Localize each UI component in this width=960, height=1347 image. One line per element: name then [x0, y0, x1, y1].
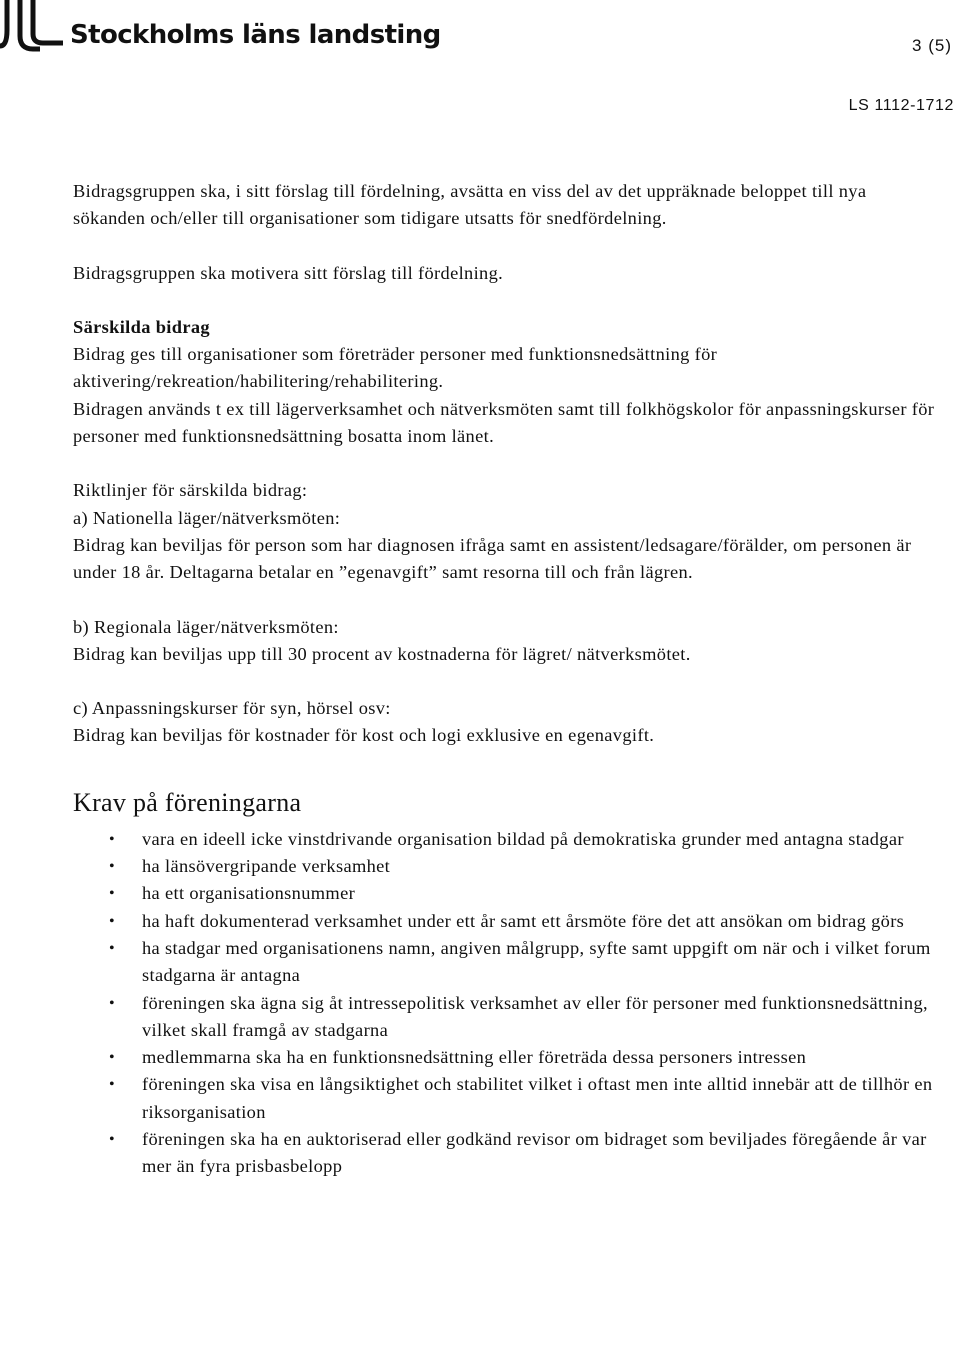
- guideline-c-text: Bidrag kan beviljas för kostnader för kost och logi exklusive en egenavgift.: [73, 725, 655, 746]
- bullet-icon: •: [109, 858, 115, 876]
- requirement-item: • medlemmarna ska ha en funktionsnedsättning eller företräda dessa personers intressen: [73, 1044, 943, 1071]
- logo-text: Stockholms läns landsting: [70, 20, 441, 50]
- page-header: [0, 0, 960, 114]
- requirement-item: • föreningen ska ägna sig åt intressepolitisk verksamhet av eller för personer med funktionsnedsättning, vilket skall framgå av stadgarna: [73, 990, 943, 1045]
- sll-logo: [0, 0, 440, 60]
- requirement-item: • ha haft dokumenterad verksamhet under ett år samt ett årsmöte före det att ansökan om bidrag görs: [73, 908, 943, 935]
- sll-logo-mark-icon: [0, 0, 66, 56]
- guideline-b-title: b) Regionala läger/nätverksmöten:: [73, 616, 339, 637]
- bullet-icon: •: [109, 994, 115, 1012]
- requirements-heading: Krav på föreningarna: [73, 787, 302, 817]
- bullet-icon: •: [109, 939, 115, 957]
- bullet-icon: •: [109, 1131, 115, 1149]
- bullet-icon: •: [109, 912, 115, 930]
- requirement-item: • ha ett organisationsnummer: [73, 880, 943, 907]
- guideline-a-title: a) Nationella läger/nätverksmöten:: [73, 507, 341, 528]
- requirement-item: • föreningen ska ha en auktoriserad eller godkänd revisor om bidraget som beviljades föregående år var mer än fyra prisbasbelopp: [73, 1126, 943, 1181]
- document-body: [73, 178, 943, 1181]
- bullet-icon: •: [109, 1076, 115, 1094]
- document-reference: LS 1112-1712: [848, 97, 954, 114]
- bullet-icon: •: [109, 885, 115, 903]
- bullet-icon: •: [109, 1049, 115, 1067]
- paragraph-grant-usage: Bidragen används t ex till lägerverksamhet och nätverksmöten samt till folkhögskolor för anpassningskurser för personer med funktionsnedsättning bosatta inom länet.: [73, 398, 935, 447]
- paragraph-motivation: Bidragsgruppen ska motivera sitt förslag till fördelning.: [73, 262, 504, 283]
- bullet-icon: •: [109, 830, 115, 848]
- requirement-item: • vara en ideell icke vinstdrivande organisation bildad på demokratiska grunder med antagna stadgar: [73, 826, 943, 853]
- paragraph-allocation: Bidragsgruppen ska, i sitt förslag till fördelning, avsätta en viss del av det uppräknade beloppet till nya sökanden och/eller till organisationer som tidigare utsatts för snedfördelning.: [73, 181, 867, 229]
- requirements-list: [73, 826, 943, 1181]
- paragraph-special-grants: Bidrag ges till organisationer som företräder personer med funktionsnedsättning för aktivering/rekreation/habilitering/rehabilitering.: [73, 344, 718, 392]
- requirement-item: • föreningen ska visa en långsiktighet och stabilitet vilket i oftast men inte alltid innebär att de tillhör en riksorganisation: [73, 1071, 943, 1126]
- requirement-item: • ha stadgar med organisationens namn, angiven målgrupp, syfte samt uppgift om när och i vilket forum stadgarna är antagna: [73, 935, 943, 990]
- guideline-a-text: Bidrag kan beviljas för person som har diagnosen ifråga samt en assistent/ledsagare/förälder, om personen är under 18 år. Deltagarna betalar en ”egenavgift” samt resorna till och från lägren.: [73, 534, 912, 583]
- guidelines-title: Riktlinjer för särskilda bidrag:: [73, 480, 308, 501]
- page-number: 3 (5): [912, 36, 952, 55]
- special-grants-heading: Särskilda bidrag: [73, 316, 210, 337]
- guideline-b-text: Bidrag kan beviljas upp till 30 procent av kostnaderna för lägret/ nätverksmötet.: [73, 643, 691, 664]
- requirement-item: • ha länsövergripande verksamhet: [73, 853, 943, 880]
- guideline-c-title: c) Anpassningskurser för syn, hörsel osv:: [73, 698, 391, 719]
